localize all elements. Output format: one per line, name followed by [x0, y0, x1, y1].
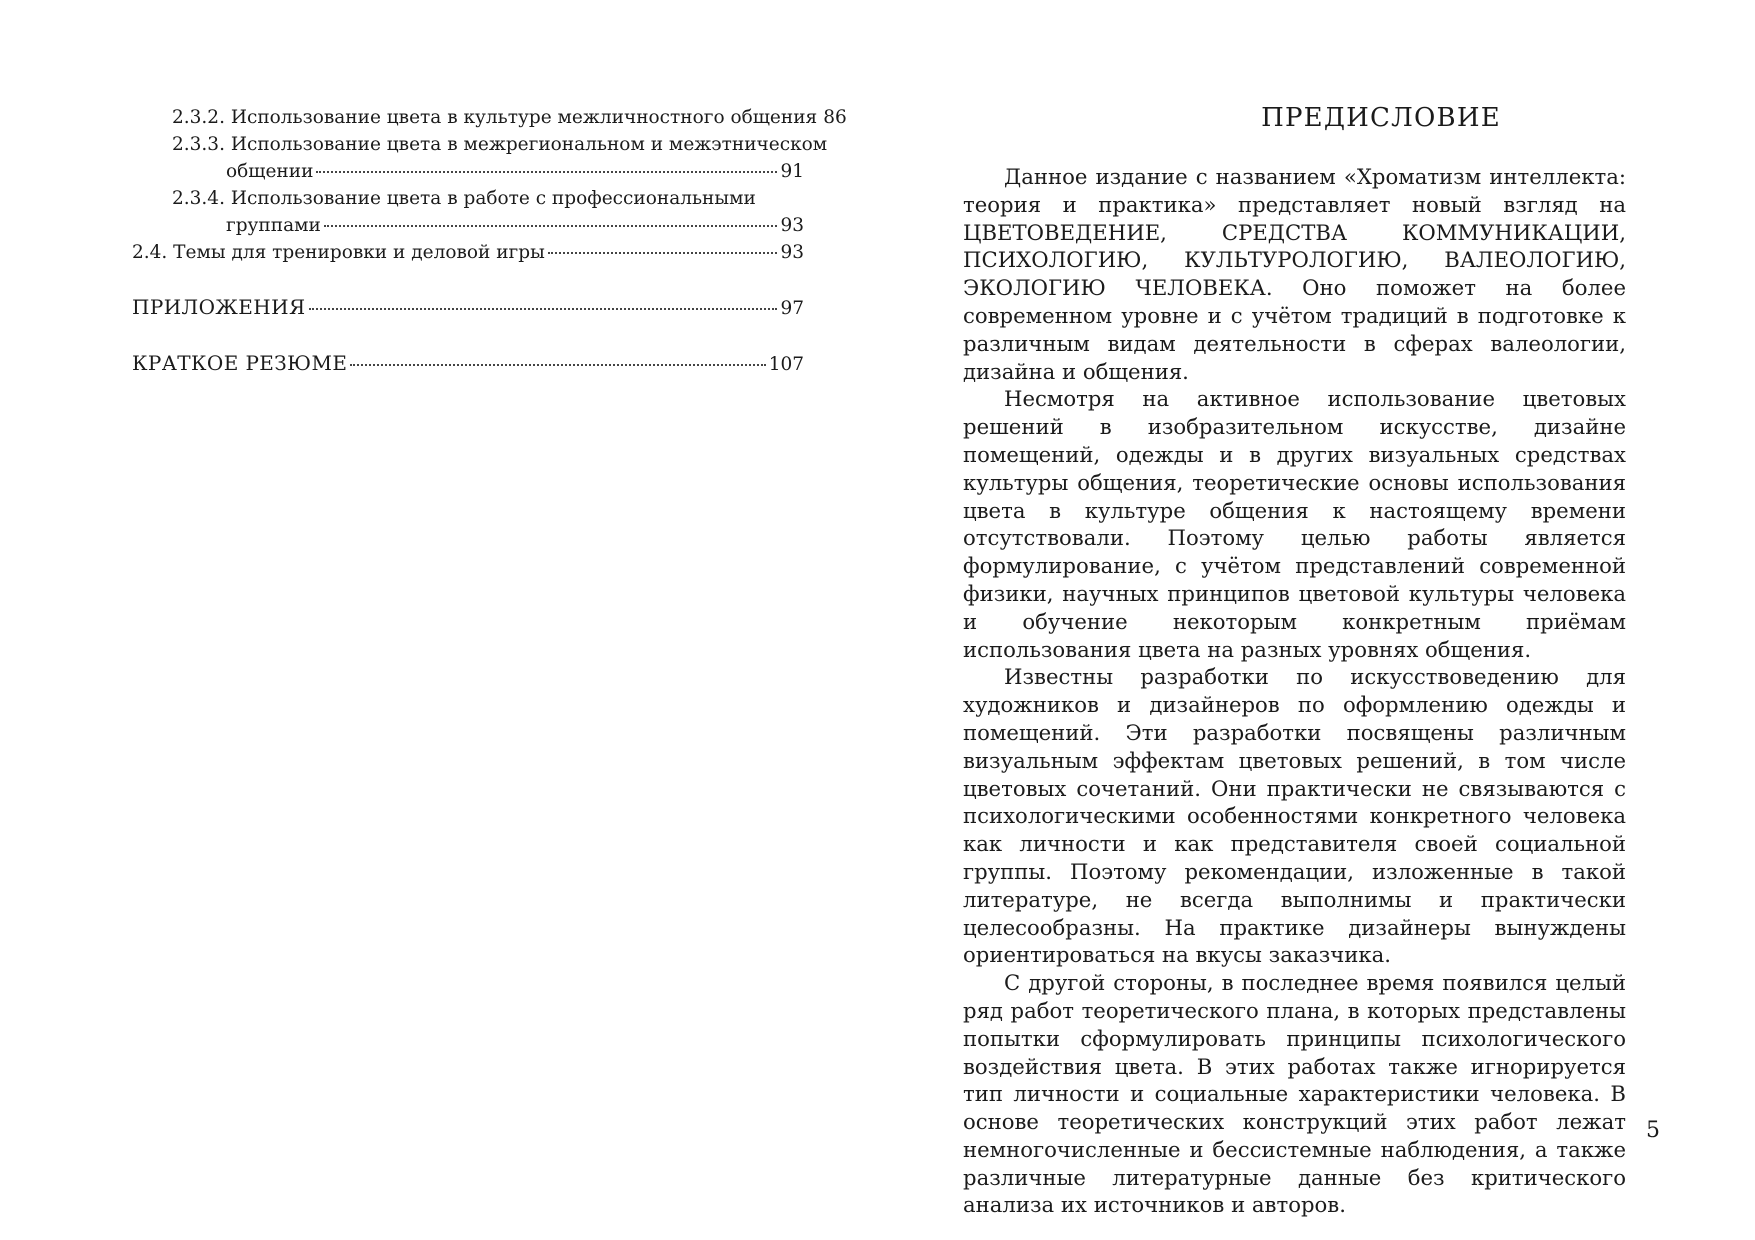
preface-paragraph: Несмотря на активное использование цветовых решений в изобразительном искусстве, дизайне помещений, одежды и в других визуальных средствах культуры общения, теоретические основы использования цвета в культуре общения к настоящему времени отсутствовали. Поэтому целью работы является формулирование, с учётом представлений современной физики, научных принципов цветовой культуры человека и обучение некоторым конкретным приёмам использования цвета на разных уровнях общения.	[963, 386, 1626, 662]
toc-entry-title: 2.3.2. Использование цвета в культуре межличностного общения	[172, 107, 818, 128]
preface-paragraph: Данное издание с названием «Хроматизм интеллекта: теория и практика» представляет новый взгляд на ЦВЕТОВЕДЕНИЕ, СРЕДСТВА КОММУНИКАЦИИ, ПСИХОЛОГИЮ, КУЛЬТУРОЛОГИЮ, ВАЛЕОЛОГИЮ, ЭКОЛОГИЮ ЧЕЛОВЕКА. Оно поможет на более современном уровне и с учётом традиций в подготовке к различным видам деятельности в сферах валеологии, дизайна и общения.	[963, 164, 1626, 384]
toc-entry-page: 93	[780, 242, 804, 263]
right-page	[877, 0, 1755, 1240]
toc-entry-title: общении	[226, 161, 314, 182]
table-of-contents	[132, 104, 847, 378]
toc-entry-page: 93	[780, 215, 804, 236]
preface-paragraph: С другой стороны, в последнее время появился целый ряд работ теоретического плана, в которых представлены попытки сформулировать принципы психологического воздействия цвета. В этих работах также игнорируется тип личности и социальные характеристики человека. В основе теоретических конструкций этих работ лежат немногочисленные и бессистемные наблюдения, а также различные литературные данные без критического анализа их источников и авторов.	[963, 970, 1626, 1218]
toc-leader-dots	[350, 364, 765, 366]
toc-spacer	[132, 322, 804, 350]
preface-body	[963, 163, 1626, 1219]
toc-entry-title: КРАТКОЕ РЕЗЮМЕ	[132, 351, 348, 375]
left-page	[0, 0, 877, 1240]
toc-entry-2-3-2[interactable]	[132, 104, 847, 131]
toc-leader-dots	[316, 171, 777, 173]
toc-entry-appendices[interactable]	[132, 294, 804, 322]
toc-entry-title: ПРИЛОЖЕНИЯ	[132, 295, 306, 319]
preface-paragraph: Известны разработки по искусствоведению для художников и дизайнеров по оформлению одежды и помещений. Эти разработки посвящены различным визуальным эффектам цветовых решений, в том числе цветовых сочетаний. Они практически не связываются с психологическими особенностями конкретного человека как личности и как представителя своей социальной группы. Поэтому рекомендации, изложенные в такой литературе, не всегда выполнимы и практически целесообразны. На практике дизайнеры вынуждены ориентироваться на вкусы заказчика.	[963, 664, 1626, 968]
toc-entry-title: 2.4. Темы для тренировки и деловой игры	[132, 242, 545, 263]
toc-entry-2-3-3[interactable]	[132, 158, 804, 185]
preface-heading: ПРЕДИСЛОВИЕ	[1261, 103, 1501, 133]
toc-entry-2-3-4-line1[interactable]: 2.3.4. Использование цвета в работе с профессиональными	[172, 188, 756, 209]
toc-leader-dots	[324, 225, 778, 227]
toc-entry-summary[interactable]	[132, 350, 804, 378]
toc-leader-dots	[309, 308, 778, 310]
toc-entry-title: группами	[226, 215, 321, 236]
toc-entry-page: 107	[768, 354, 804, 375]
toc-leader-dots	[548, 252, 778, 254]
toc-entry-2-3-3-line1[interactable]: 2.3.3. Использование цвета в межрегиональном и межэтническом	[172, 134, 828, 155]
toc-entry-page: 97	[780, 298, 804, 319]
toc-entry-2-4[interactable]	[132, 239, 804, 266]
page-number: 5	[1646, 1118, 1660, 1143]
toc-entry-2-3-4[interactable]	[132, 212, 804, 239]
toc-entry-page: 91	[780, 161, 804, 182]
toc-entry-page: 86	[823, 107, 847, 128]
toc-spacer	[132, 266, 804, 294]
